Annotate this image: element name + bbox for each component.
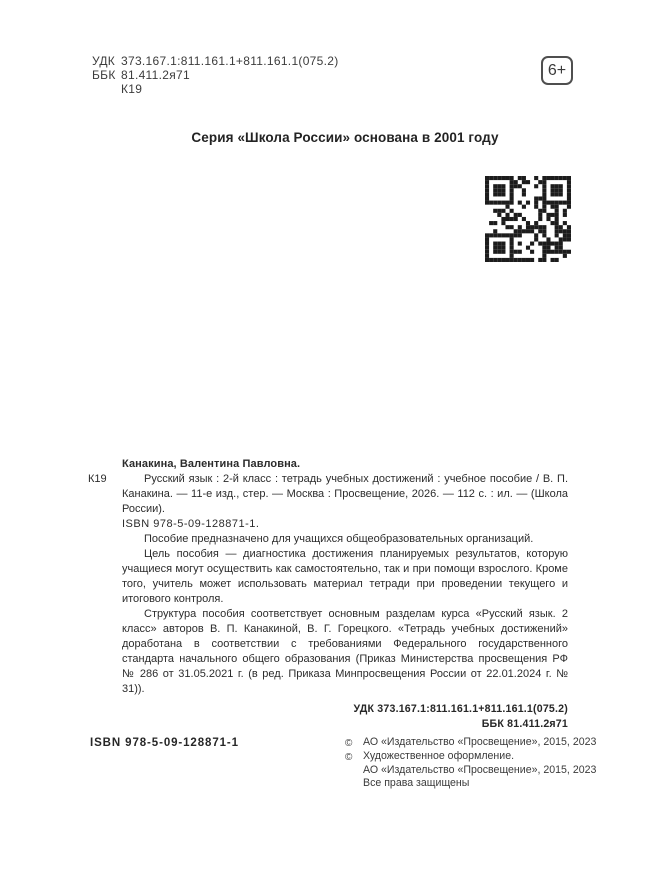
classification-codes-top [92, 55, 339, 96]
author-sign-top: К19 [121, 81, 143, 96]
bbk-value: 81.411.2я71 [121, 67, 190, 82]
catalog-entry-text: Русский язык : 2-й класс : тетрадь учебных достижений : учебное пособие / В. П. Канакина. — 11-е изд., стер. — Москва : Просвещение, 2026. — 112 с. : ил. — (Школа России). [122, 473, 568, 515]
qr-code-icon [485, 176, 571, 262]
copyright-row [345, 750, 596, 790]
copyright-row [345, 736, 596, 750]
copyright-text-group [363, 750, 596, 790]
annotation-paragraph: Пособие предназначено для учащихся общеобразовательных организаций. [144, 533, 534, 545]
copyright-text: АО «Издательство «Просвещение», 2015, 2023 [363, 736, 597, 748]
spacer [92, 83, 121, 97]
copyright-icon: © [345, 738, 353, 749]
age-rating-badge: 6+ [541, 56, 573, 85]
bbk-label: ББК [92, 67, 116, 82]
classification-codes-bottom [122, 702, 568, 731]
udk-label: УДК [92, 54, 116, 68]
series-note: Серия «Школа России» основана в 2001 году [191, 130, 499, 145]
copyright-icon: © [345, 752, 353, 764]
copyright-text: Художественное оформление. [363, 750, 515, 763]
isbn-line: ISBN 978-5-09-128871-1. [122, 518, 260, 530]
annotation-paragraph: Структура пособия соответствует основным разделам курса «Русский язык. 2 класс» авторов В. П. Канакиной, В. Г. Горецкого. «Тетрадь учебных достижений» доработана в соответствии с требованиями Федерального государственного стандарта начального общего образования (Приказ Министерства просвещения РФ № 286 от 31.05.2021 г. (в ред. Приказа Минпросвещения России от 22.01.2024 г. № 31)). [122, 608, 568, 695]
copyright-text: Все права защищены [363, 777, 470, 790]
bibliographic-block [88, 457, 568, 731]
author-heading: Канакина, Валентина Павловна. [122, 458, 301, 470]
bbk-footer: ББК 81.411.2я71 [481, 717, 568, 730]
copyright-text: АО «Издательство «Просвещение», 2015, 2023 [363, 763, 597, 776]
copyright-block [345, 736, 596, 791]
catalog-entry [88, 472, 568, 517]
author-sign-margin: К19 [88, 473, 107, 485]
isbn-footer: ISBN 978-5-09-128871-1 [90, 737, 239, 749]
annotation-paragraph: Цель пособия — диагностика достижения планируемых результатов, которую учащиеся могут осуществить как самостоятельно, так и при помощи взрослого. Кроме того, учитель может использовать материал тетради при проведении текущего и итогового контроля. [122, 548, 568, 605]
udk-value: 373.167.1:811.161.1+811.161.1(075.2) [121, 54, 339, 68]
udk-footer: УДК 373.167.1:811.161.1+811.161.1(075.2) [353, 703, 568, 715]
